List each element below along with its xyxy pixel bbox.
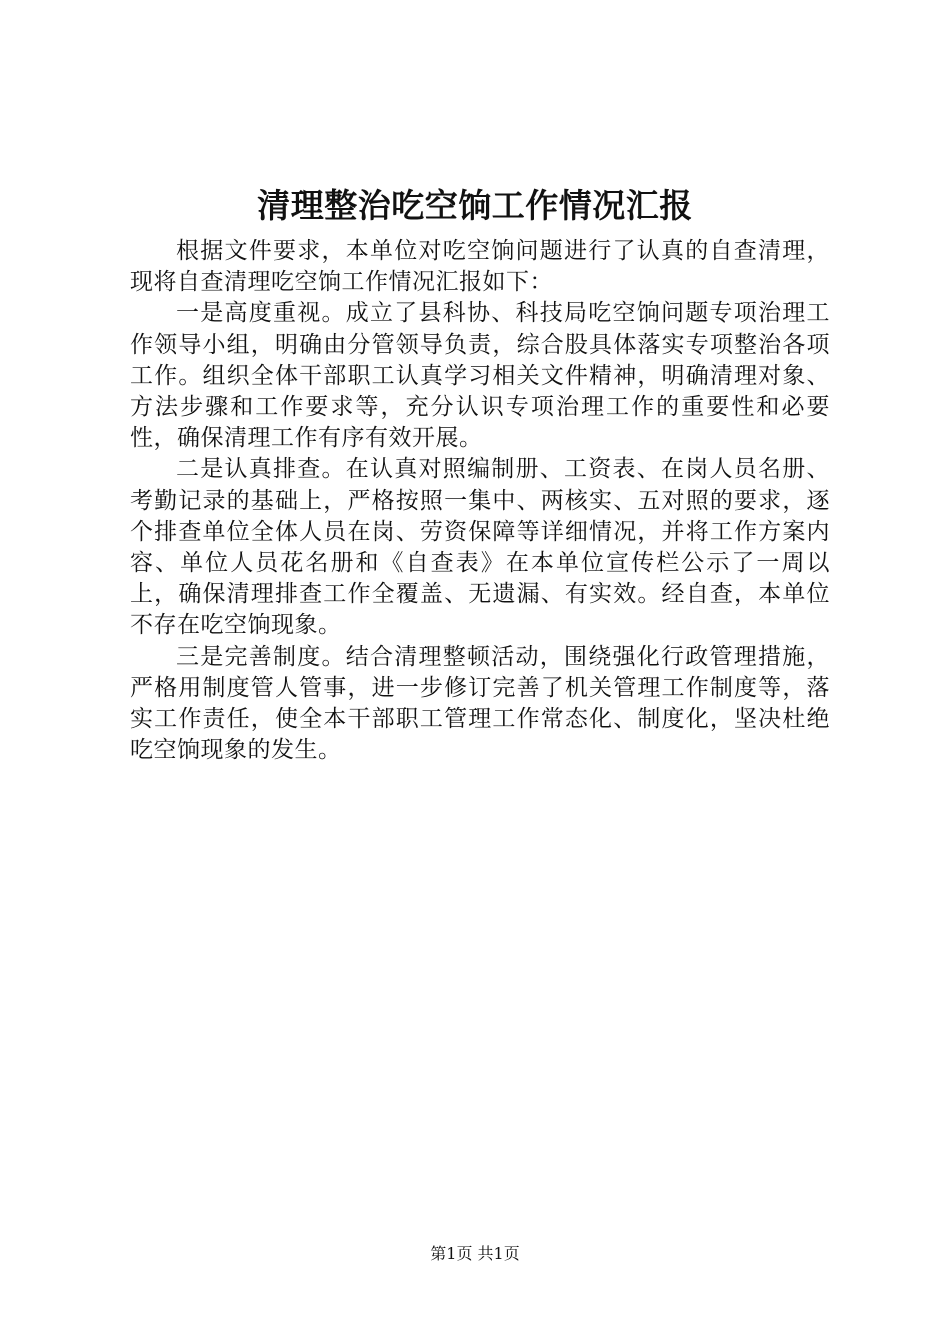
document-title: 清理整治吃空饷工作情况汇报 (257, 186, 693, 225)
page-footer: 第1页 共1页 (430, 1244, 520, 1263)
paragraph-point-3: 三是完善制度。结合清理整顿活动，围绕强化行政管理措施，严格用制度管人管事，进一步修订完善了机关管理工作制度等，落实工作责任，使全本干部职工管理工作常态化、制度化，坚决杜绝吃空饷现象的发生。 (130, 643, 830, 764)
paragraph-point-2: 二是认真排查。在认真对照编制册、工资表、在岗人员名册、考勤记录的基础上，严格按照一集中、两核实、五对照的要求，逐个排查单位全体人员在岗、劳资保障等详细情况，并将工作方案内容、单位人员花名册和《自查表》在本单位宣传栏公示了一周以上，确保清理排查工作全覆盖、无遗漏、有实效。经自查，本单位不存在吃空饷现象。 (130, 456, 830, 639)
document-body (130, 236, 830, 766)
paragraph-point-1: 一是高度重视。成立了县科协、科技局吃空饷问题专项治理工作领导小组，明确由分管领导负责，综合股具体落实专项整治各项工作。组织全体干部职工认真学习相关文件精神，明确清理对象、方法步骤和工作要求等，充分认识专项治理工作的重要性和必要性，确保清理工作有序有效开展。 (130, 300, 830, 452)
paragraph-intro: 根据文件要求，本单位对吃空饷问题进行了认真的自查清理，现将自查清理吃空饷工作情况汇报如下： (130, 238, 830, 296)
